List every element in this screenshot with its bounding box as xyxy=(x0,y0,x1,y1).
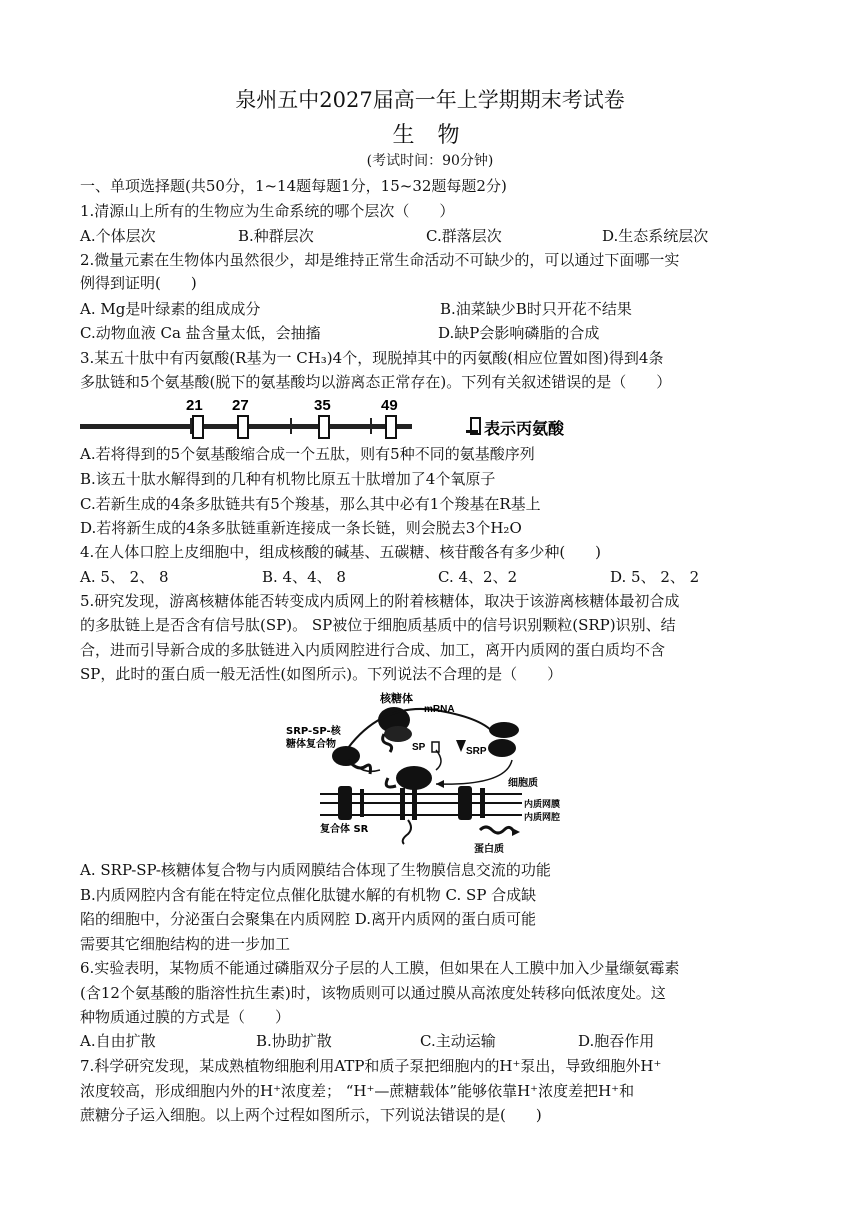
q7-stem-line2: 浓度较高，形成细胞内外的H⁺浓度差； “H⁺—蔗糖载体”能够依靠H⁺浓度差把H⁺和 xyxy=(80,1082,635,1100)
ribosome-label: 核糖体 xyxy=(380,692,413,705)
complex-label-1: SRP-SP-核 xyxy=(286,726,341,737)
mrna-label: mRNA xyxy=(424,704,455,715)
q4-option-a: A. 5、 2、 8 xyxy=(80,568,169,586)
q1-stem: 1.清源山上所有的生物应为生命系统的哪个层次（ ） xyxy=(80,202,455,220)
position-label-27: 27 xyxy=(232,397,249,414)
position-label-35: 35 xyxy=(314,397,331,414)
q7-stem-line3: 蔗糖分子运入细胞。以上两个过程如图所示，下列说法错误的是( ) xyxy=(80,1106,542,1124)
q3-stem-line1: 3.某五十肽中有丙氨酸(R基为一 CH₃)4个，现脱掉其中的丙氨酸(相应位置如图)得到4条 xyxy=(80,349,664,367)
q6-stem-line3: 种物质通过膜的方式是（ ） xyxy=(80,1008,291,1026)
complex-label-2: 糖体复合物 xyxy=(286,739,336,750)
q2-option-b: B.油菜缺少B时只开花不结果 xyxy=(440,300,632,318)
q4-option-c: C. 4、2、2 xyxy=(438,568,518,586)
q2-option-c: C.动物血液 Ca 盐含量太低，会抽搐 xyxy=(80,324,321,342)
q3-option-b: B.该五十肽水解得到的几种有机物比原五十肽增加了4个氧原子 xyxy=(80,470,496,488)
protein-label: 蛋白质 xyxy=(474,844,504,855)
q1-option-d: D.生态系统层次 xyxy=(602,227,709,245)
q6-option-b: B.协助扩散 xyxy=(256,1032,332,1050)
sr-label: 复合体 SR xyxy=(320,824,369,835)
er-membrane-label: 内质网膜 xyxy=(524,800,561,810)
q6-option-a: A.自由扩散 xyxy=(80,1032,156,1050)
q6-stem-line2: (含12个氨基酸的脂溶性抗生素)时，该物质则可以通过膜从高浓度处转移向低浓度处。这 xyxy=(80,984,666,1002)
q6-stem-line1: 6.实验表明，某物质不能通过磷脂双分子层的人工膜，但如果在人工膜中加入少量缬氨霉素 xyxy=(80,959,680,977)
q3-stem-line2: 多肽链和5个氨基酸(脱下的氨基酸均以游离态正常存在)。下列有关叙述错误的是（ ） xyxy=(80,373,672,391)
q6-option-d: D.胞吞作用 xyxy=(578,1032,655,1050)
q3-peptide-figure xyxy=(80,394,600,444)
q3-option-a: A.若将得到的5个氨基酸缩合成一个五肽，则有5种不同的氨基酸序列 xyxy=(80,445,535,463)
cytoplasm-label: 细胞质 xyxy=(508,778,538,789)
srp-label xyxy=(466,746,487,757)
q5-stem-line1: 5.研究发现，游离核糖体能否转变成内质网上的附着核糖体，取决于该游离核糖体最初合成 xyxy=(80,592,680,610)
q4-option-d: D. 5、 2、 2 xyxy=(610,568,700,586)
q1-option-b: B.种群层次 xyxy=(238,227,314,245)
q5-option-b-c: B.内质网腔内含有能在特定位点催化肽键水解的有机物 C. SP 合成缺 xyxy=(80,886,537,904)
q2-stem-line2: 例得到证明( ) xyxy=(80,274,197,292)
q1-option-c: C.群落层次 xyxy=(426,227,502,245)
q6-option-c: C.主动运输 xyxy=(420,1032,496,1050)
q5-stem-line2: 的多肽链上是否含有信号肽(SP)。 SP被位于细胞质基质中的信号识别颗粒(SRP)识别、结 xyxy=(80,616,676,634)
exam-subject: 生 物 xyxy=(392,123,468,148)
exam-title: 泉州五中2027届高一年上学期期末考试卷 xyxy=(235,88,625,112)
q5-option-d-end: 需要其它细胞结构的进一步加工 xyxy=(80,935,291,953)
q4-option-b: B. 4、4、 8 xyxy=(262,568,346,586)
q5-option-c-d: 陷的细胞中，分泌蛋白会聚集在内质网腔 D.离开内质网的蛋白质可能 xyxy=(80,910,537,928)
section-heading: 一、单项选择题(共50分，1~14题每题1分，15~32题每题2分) xyxy=(80,177,507,195)
q2-option-a: A. Mg是叶绿素的组成成分 xyxy=(80,300,261,318)
alanine-legend-label: 表示丙氨酸 xyxy=(484,419,565,438)
q5-stem-line4: SP，此时的蛋白质一般无活性(如图所示)。下列说法不合理的是（ ） xyxy=(80,665,563,683)
q1-option-a: A.个体层次 xyxy=(80,227,156,245)
q5-stem-line3: 合，进而引导新合成的多肽链进入内质网腔进行合成、加工，离开内质网的蛋白质均不含 xyxy=(80,641,666,659)
q7-stem-line1: 7.科学研究发现，某成熟植物细胞利用ATP和质子泵把细胞内的H⁺泵出，导致细胞外H⁺ xyxy=(80,1057,662,1075)
q3-option-d: D.若将新生成的4条多肽链重新连接成一条长链，则会脱去3个H₂O xyxy=(80,519,522,537)
q5-ribosome-diagram xyxy=(286,690,576,856)
q2-stem-line1: 2.微量元素在生物体内虽然很少，却是维持正常生命活动不可缺少的，可以通过下面哪一实 xyxy=(80,251,680,269)
position-label-21: 21 xyxy=(186,397,203,414)
q3-option-c: C.若新生成的4条多肽链共有5个羧基，那么其中必有1个羧基在R基上 xyxy=(80,495,541,513)
q4-stem: 4.在人体口腔上皮细胞中，组成核酸的碱基、五碳糖、核苷酸各有多少种( ) xyxy=(80,543,602,561)
srp-label-text: SRP xyxy=(466,746,487,757)
sp-label: SP xyxy=(412,742,426,753)
q5-option-a: A. SRP-SP-核糖体复合物与内质网膜结合体现了生物膜信息交流的功能 xyxy=(80,861,551,879)
position-label-49: 49 xyxy=(381,397,398,414)
exam-time: (考试时间：90分钟) xyxy=(366,153,494,169)
er-lumen-label: 内质网腔 xyxy=(524,813,561,823)
q2-option-d: D.缺P会影响磷脂的合成 xyxy=(438,324,600,342)
